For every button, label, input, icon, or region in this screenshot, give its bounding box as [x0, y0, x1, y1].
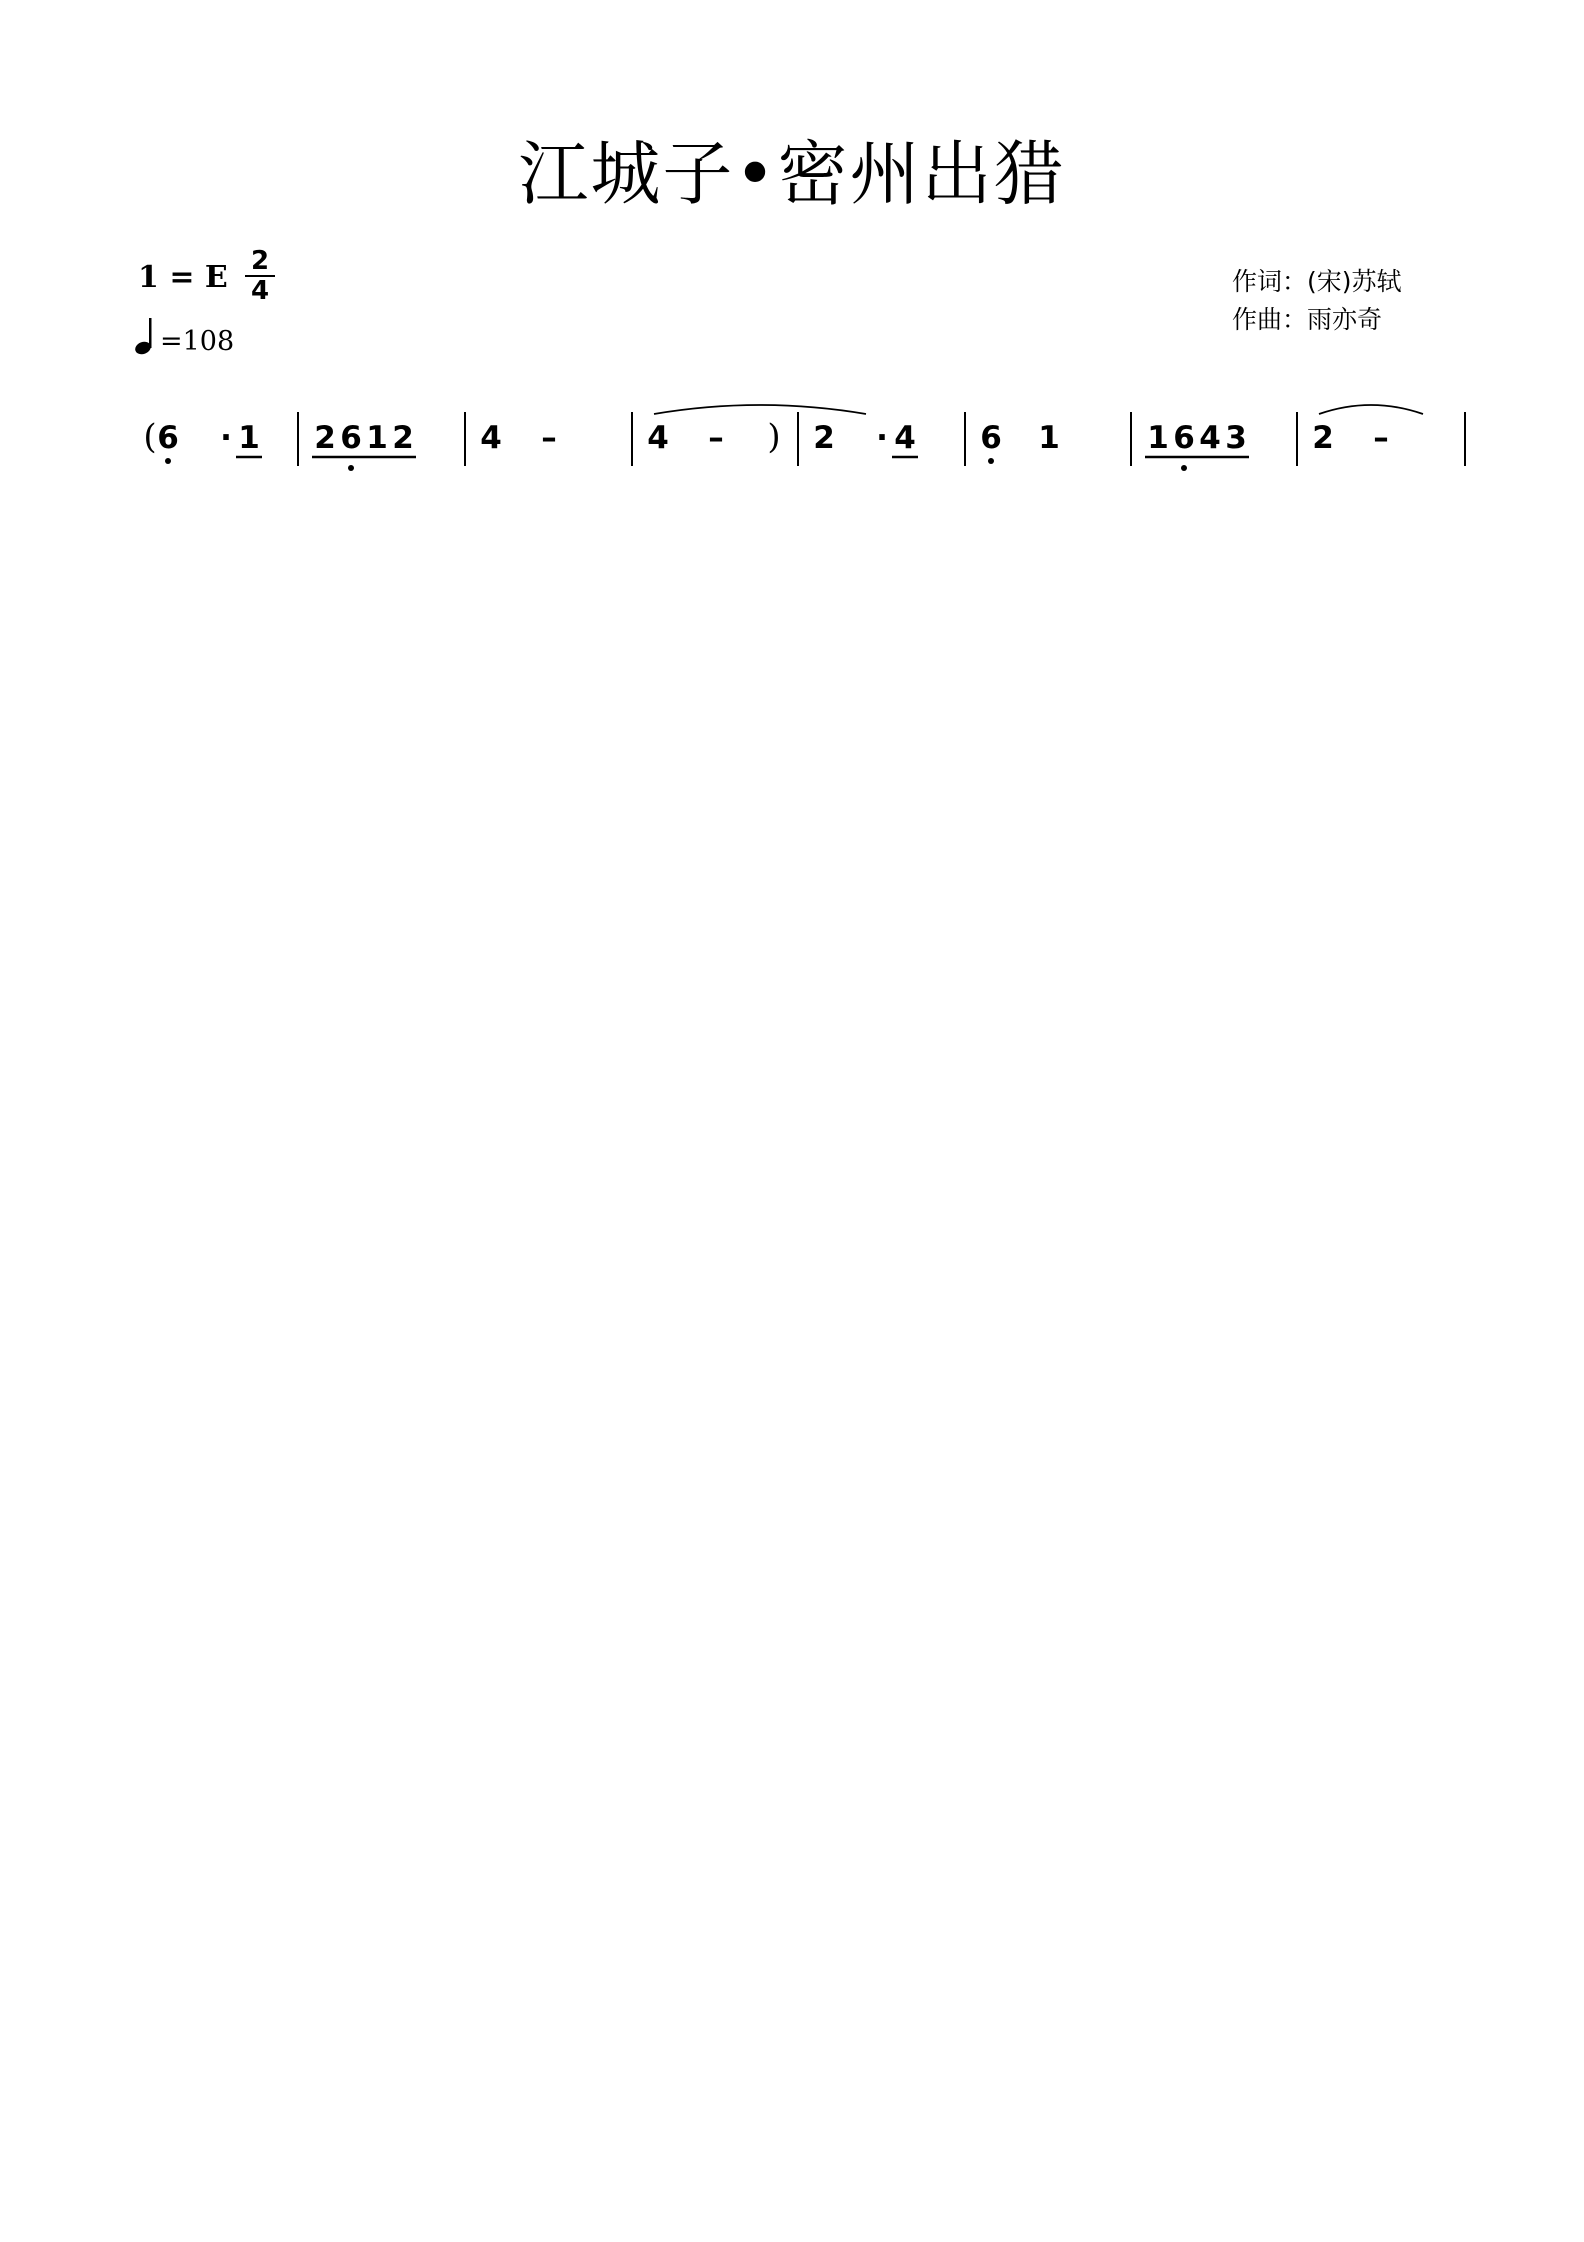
- lower-octave-dot: [348, 465, 354, 471]
- note: 2: [1312, 420, 1334, 456]
- note: 1: [366, 420, 388, 456]
- paren-mark: ): [767, 417, 781, 457]
- time-signature-bottom: 4: [250, 276, 270, 306]
- note: 4: [480, 420, 502, 456]
- composer-credit: 作曲：雨亦奇: [1232, 305, 1383, 334]
- time-signature-top: 2: [250, 246, 270, 276]
- note: 6: [157, 420, 179, 456]
- note: 2: [314, 420, 336, 456]
- dash-note: –: [708, 420, 724, 456]
- lower-octave-dot: [165, 458, 171, 464]
- dash-note: –: [541, 420, 557, 456]
- note: 4: [1199, 420, 1221, 456]
- augmentation-dot: ·: [876, 420, 888, 456]
- note: 1: [1038, 420, 1060, 456]
- note: 3: [1225, 420, 1247, 456]
- slur: [654, 405, 866, 414]
- augmentation-dot: ·: [220, 420, 232, 456]
- dash-note: –: [1373, 420, 1389, 456]
- note: 6: [980, 420, 1002, 456]
- note: 2: [392, 420, 414, 456]
- tempo-value: =108: [160, 326, 235, 357]
- note: 4: [647, 420, 669, 456]
- note: 4: [894, 420, 916, 456]
- page-title: 江城子•密州出猎: [518, 133, 1066, 215]
- paren-mark: (: [143, 417, 157, 457]
- note: 6: [340, 420, 362, 456]
- lower-octave-dot: [988, 458, 994, 464]
- note: 6: [1173, 420, 1195, 456]
- lyricist-credit: 作词：(宋)苏轼: [1232, 267, 1402, 296]
- note: 1: [238, 420, 260, 456]
- lower-octave-dot: [1181, 465, 1187, 471]
- note: 2: [813, 420, 835, 456]
- slur: [1319, 405, 1423, 414]
- note: 1: [1147, 420, 1169, 456]
- key-signature: 1 = E: [138, 260, 228, 295]
